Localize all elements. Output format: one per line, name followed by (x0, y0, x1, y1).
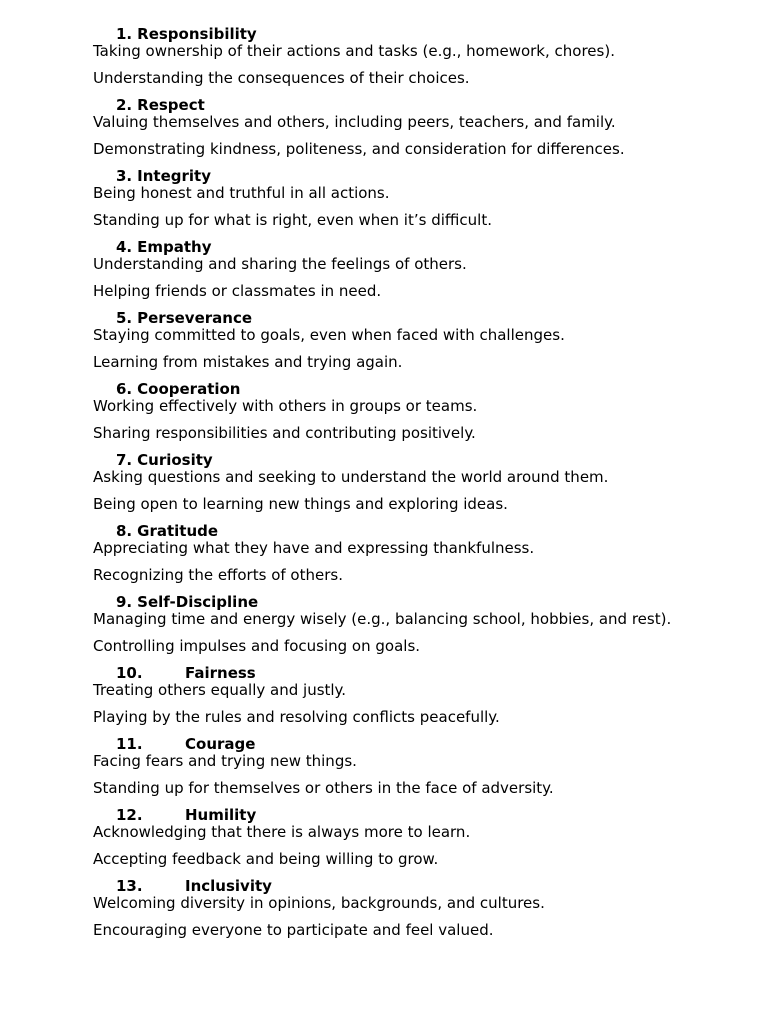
value-description: Playing by the rules and resolving conflicts peacefully. (93, 708, 500, 726)
value-heading (93, 167, 673, 185)
value-title: Self-Discipline (137, 593, 259, 611)
value-description: Welcoming diversity in opinions, backgrounds, and cultures. (93, 894, 545, 912)
value-description: Recognizing the efforts of others. (93, 566, 343, 584)
value-description: Valuing themselves and others, including peers, teachers, and family. (93, 113, 616, 131)
value-description: Taking ownership of their actions and tasks (e.g., homework, chores). (93, 42, 615, 60)
value-item-inclusivity (93, 877, 673, 939)
value-title: Integrity (137, 167, 211, 185)
value-title: Cooperation (137, 380, 241, 398)
value-heading (93, 806, 673, 824)
value-number: 13. (116, 877, 143, 895)
value-number: 11. (116, 735, 143, 753)
value-number: 5. (116, 309, 133, 327)
value-description: Standing up for what is right, even when it’s difficult. (93, 211, 492, 229)
value-title: Humility (185, 806, 257, 824)
value-description: Understanding and sharing the feelings of others. (93, 255, 467, 273)
value-description: Appreciating what they have and expressing thankfulness. (93, 539, 535, 557)
value-heading (93, 735, 673, 753)
value-title: Inclusivity (185, 877, 272, 895)
value-item-courage (93, 735, 673, 797)
value-heading (93, 96, 673, 114)
value-description: Treating others equally and justly. (93, 681, 347, 699)
value-heading (93, 593, 673, 611)
value-title: Respect (137, 96, 205, 114)
value-item-perseverance (93, 309, 673, 371)
value-description: Managing time and energy wisely (e.g., balancing school, hobbies, and rest). (93, 610, 672, 628)
value-heading (93, 522, 673, 540)
value-description: Encouraging everyone to participate and feel valued. (93, 921, 494, 939)
value-item-cooperation (93, 380, 673, 442)
value-description: Asking questions and seeking to understand the world around them. (93, 468, 609, 486)
value-item-humility (93, 806, 673, 868)
value-title: Gratitude (137, 522, 219, 540)
value-number: 8. (116, 522, 133, 540)
value-description: Helping friends or classmates in need. (93, 282, 382, 300)
value-item-responsibility (93, 25, 673, 87)
value-description: Being open to learning new things and exploring ideas. (93, 495, 508, 513)
value-description: Understanding the consequences of their choices. (93, 69, 470, 87)
value-item-respect (93, 96, 673, 158)
value-number: 1. (116, 25, 133, 43)
value-description: Acknowledging that there is always more to learn. (93, 823, 471, 841)
value-item-fairness (93, 664, 673, 726)
value-description: Staying committed to goals, even when faced with challenges. (93, 326, 565, 344)
value-description: Standing up for themselves or others in the face of adversity. (93, 779, 554, 797)
value-description: Being honest and truthful in all actions. (93, 184, 390, 202)
value-heading (93, 309, 673, 327)
value-item-integrity (93, 167, 673, 229)
value-description: Accepting feedback and being willing to grow. (93, 850, 439, 868)
value-description: Sharing responsibilities and contributing positively. (93, 424, 476, 442)
value-number: 9. (116, 593, 133, 611)
value-heading (93, 380, 673, 398)
value-heading (93, 877, 673, 895)
value-number: 3. (116, 167, 133, 185)
value-number: 7. (116, 451, 133, 469)
value-item-self-discipline (93, 593, 673, 655)
value-title: Courage (185, 735, 256, 753)
value-item-curiosity (93, 451, 673, 513)
value-description: Working effectively with others in groups or teams. (93, 397, 478, 415)
value-title: Fairness (185, 664, 256, 682)
value-number: 10. (116, 664, 143, 682)
value-title: Empathy (137, 238, 212, 256)
value-item-empathy (93, 238, 673, 300)
value-number: 4. (116, 238, 133, 256)
document-page (93, 25, 673, 939)
value-description: Demonstrating kindness, politeness, and consideration for differences. (93, 140, 625, 158)
value-number: 6. (116, 380, 133, 398)
value-title: Perseverance (137, 309, 253, 327)
value-title: Responsibility (137, 25, 257, 43)
value-number: 12. (116, 806, 143, 824)
value-title: Curiosity (137, 451, 213, 469)
value-heading (93, 25, 673, 43)
value-description: Learning from mistakes and trying again. (93, 353, 403, 371)
value-number: 2. (116, 96, 133, 114)
value-item-gratitude (93, 522, 673, 584)
value-description: Facing fears and trying new things. (93, 752, 357, 770)
value-heading (93, 664, 673, 682)
value-description: Controlling impulses and focusing on goals. (93, 637, 421, 655)
value-heading (93, 451, 673, 469)
value-heading (93, 238, 673, 256)
